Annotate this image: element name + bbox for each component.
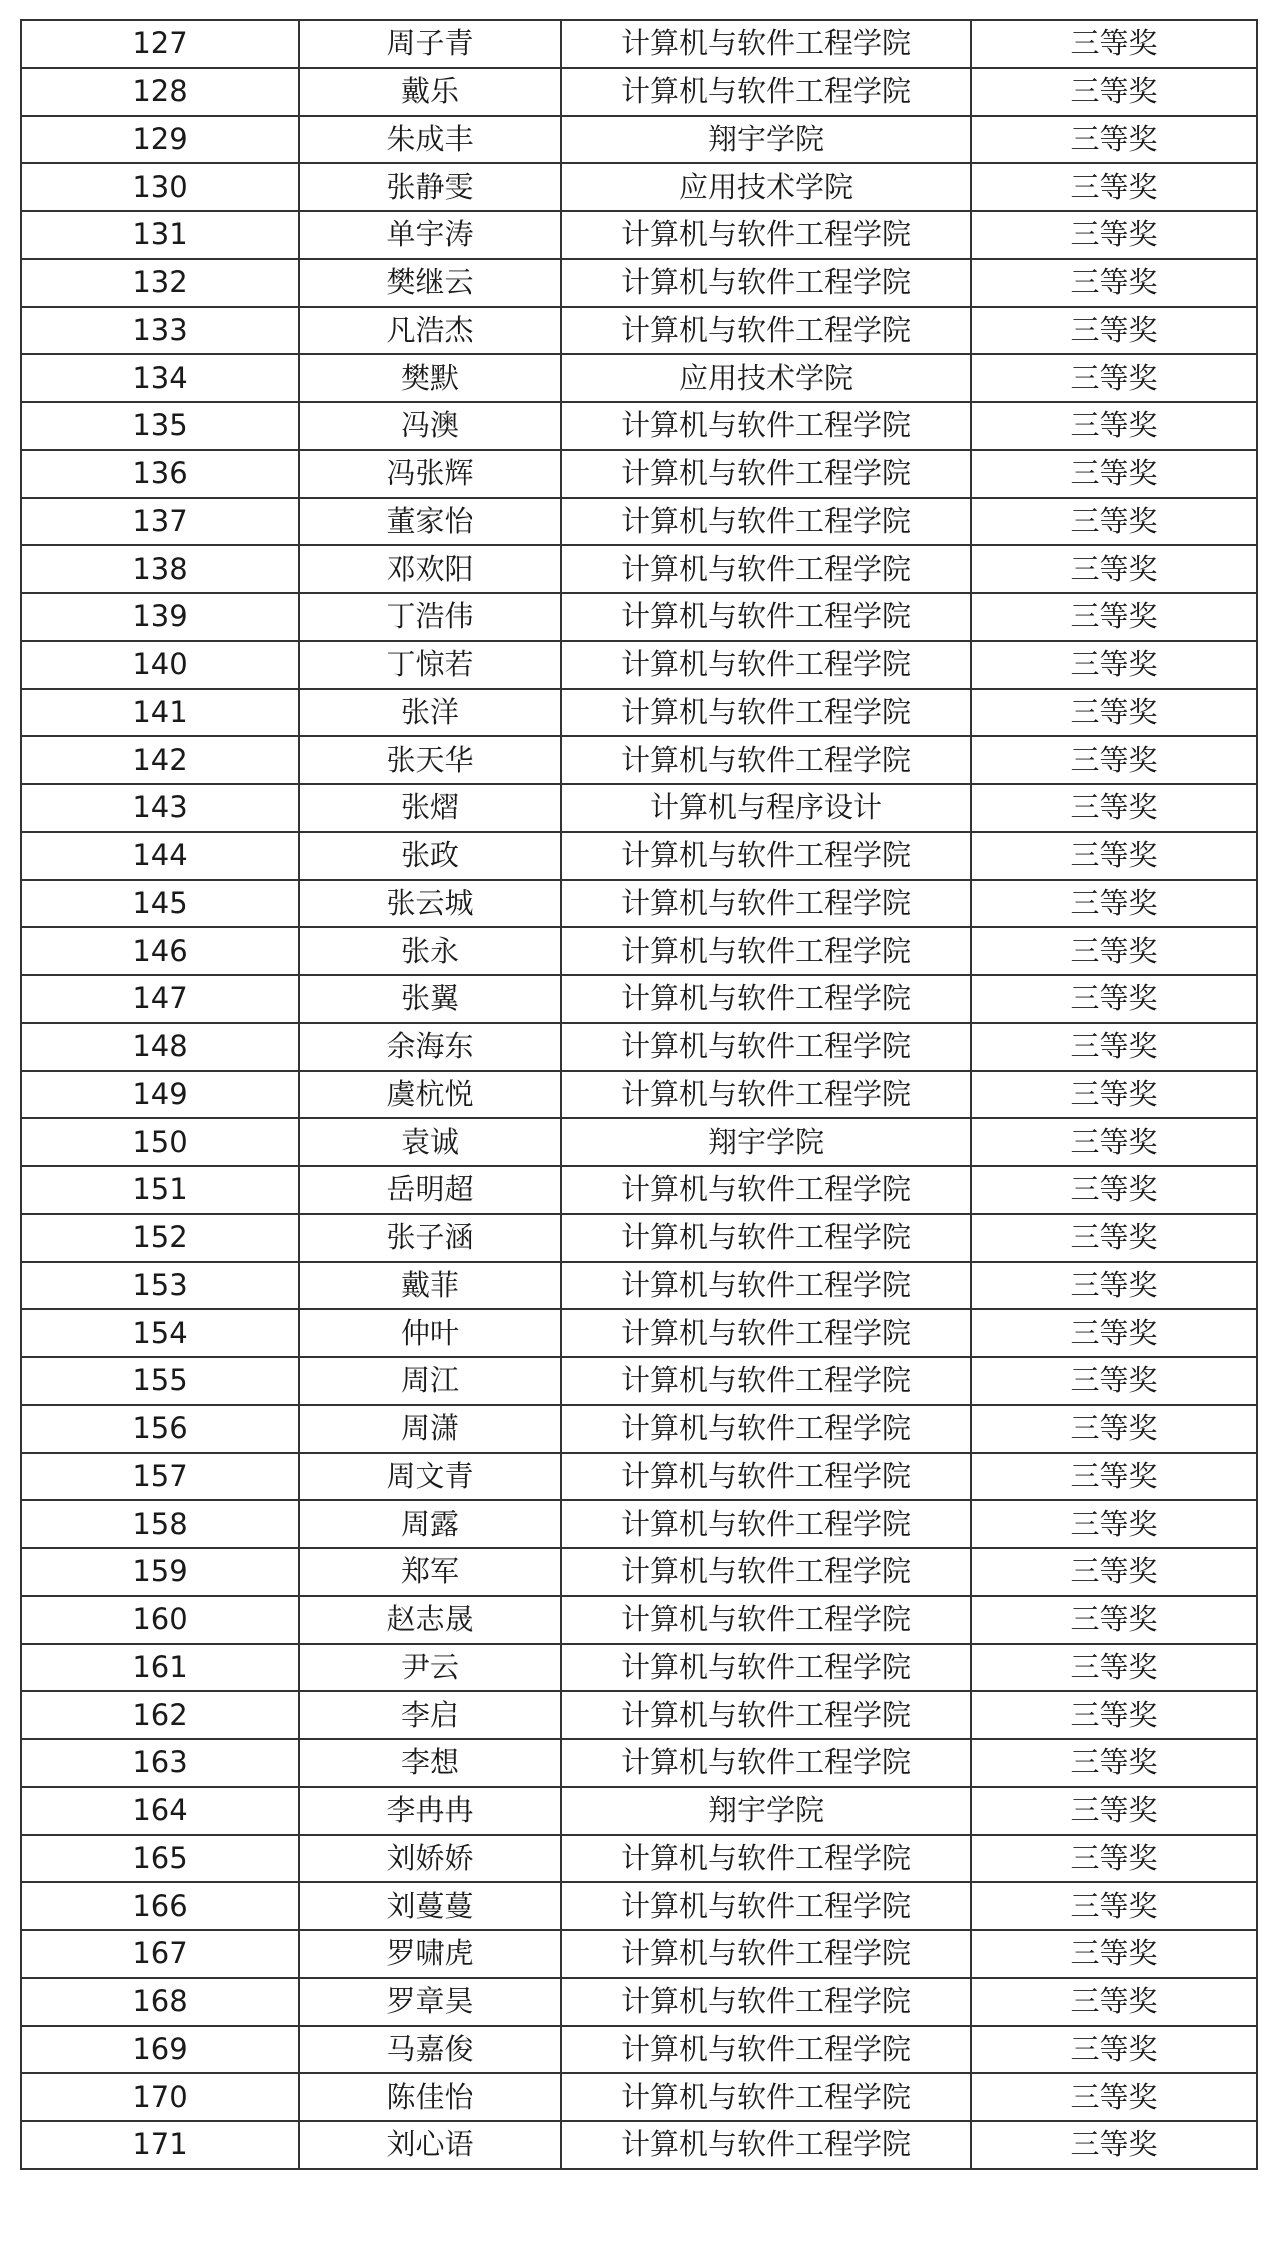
row-number-cell: 161	[21, 1644, 299, 1692]
college-cell: 计算机与软件工程学院	[561, 1500, 971, 1548]
row-number-cell: 140	[21, 641, 299, 689]
row-number-cell: 168	[21, 1978, 299, 2026]
row-number-cell: 157	[21, 1453, 299, 1501]
row-number-cell: 132	[21, 259, 299, 307]
table-row	[21, 211, 1257, 259]
college-cell: 计算机与软件工程学院	[561, 1978, 971, 2026]
table-row	[21, 116, 1257, 164]
table-row	[21, 1405, 1257, 1453]
college-cell: 计算机与软件工程学院	[561, 832, 971, 880]
award-level-cell: 三等奖	[971, 1644, 1257, 1692]
table-row	[21, 307, 1257, 355]
student-name-cell: 余海东	[299, 1023, 561, 1071]
student-name-cell: 罗啸虎	[299, 1930, 561, 1978]
table-row	[21, 1118, 1257, 1166]
award-level-cell: 三等奖	[971, 1453, 1257, 1501]
award-level-cell: 三等奖	[971, 498, 1257, 546]
table-row	[21, 832, 1257, 880]
student-name-cell: 董家怡	[299, 498, 561, 546]
table-row	[21, 1596, 1257, 1644]
student-name-cell: 袁诚	[299, 1118, 561, 1166]
row-number-cell: 133	[21, 307, 299, 355]
row-number-cell: 152	[21, 1214, 299, 1262]
row-number-cell: 144	[21, 832, 299, 880]
college-cell: 计算机与软件工程学院	[561, 1453, 971, 1501]
student-name-cell: 周文青	[299, 1453, 561, 1501]
college-cell: 计算机与软件工程学院	[561, 211, 971, 259]
row-number-cell: 164	[21, 1787, 299, 1835]
student-name-cell: 樊继云	[299, 259, 561, 307]
row-number-cell: 154	[21, 1309, 299, 1357]
row-number-cell: 136	[21, 450, 299, 498]
college-cell: 计算机与软件工程学院	[561, 593, 971, 641]
table-row	[21, 1930, 1257, 1978]
college-cell: 计算机与软件工程学院	[561, 2026, 971, 2074]
table-row	[21, 736, 1257, 784]
student-name-cell: 张洋	[299, 689, 561, 737]
row-number-cell: 139	[21, 593, 299, 641]
row-number-cell: 141	[21, 689, 299, 737]
award-level-cell: 三等奖	[971, 1787, 1257, 1835]
student-name-cell: 戴菲	[299, 1262, 561, 1310]
college-cell: 计算机与软件工程学院	[561, 1548, 971, 1596]
award-level-cell: 三等奖	[971, 163, 1257, 211]
student-name-cell: 李想	[299, 1739, 561, 1787]
award-level-cell: 三等奖	[971, 2073, 1257, 2121]
award-level-cell: 三等奖	[971, 1739, 1257, 1787]
college-cell: 计算机与软件工程学院	[561, 1644, 971, 1692]
student-name-cell: 张天华	[299, 736, 561, 784]
college-cell: 计算机与软件工程学院	[561, 975, 971, 1023]
college-cell: 计算机与软件工程学院	[561, 1739, 971, 1787]
row-number-cell: 151	[21, 1166, 299, 1214]
student-name-cell: 朱成丰	[299, 116, 561, 164]
student-name-cell: 刘蔓蔓	[299, 1882, 561, 1930]
row-number-cell: 149	[21, 1071, 299, 1119]
college-cell: 计算机与软件工程学院	[561, 1357, 971, 1405]
table-row	[21, 402, 1257, 450]
student-name-cell: 丁浩伟	[299, 593, 561, 641]
table-row	[21, 927, 1257, 975]
student-name-cell: 冯张辉	[299, 450, 561, 498]
row-number-cell: 160	[21, 1596, 299, 1644]
row-number-cell: 143	[21, 784, 299, 832]
table-row	[21, 2073, 1257, 2121]
table-row	[21, 784, 1257, 832]
award-level-cell: 三等奖	[971, 1930, 1257, 1978]
table-row	[21, 1453, 1257, 1501]
award-level-cell: 三等奖	[971, 736, 1257, 784]
row-number-cell: 137	[21, 498, 299, 546]
award-level-cell: 三等奖	[971, 927, 1257, 975]
award-level-cell: 三等奖	[971, 1882, 1257, 1930]
college-cell: 计算机与软件工程学院	[561, 545, 971, 593]
row-number-cell: 131	[21, 211, 299, 259]
row-number-cell: 142	[21, 736, 299, 784]
college-cell: 计算机与软件工程学院	[561, 927, 971, 975]
student-name-cell: 丁惊若	[299, 641, 561, 689]
row-number-cell: 169	[21, 2026, 299, 2074]
table-row	[21, 20, 1257, 68]
student-name-cell: 仲叶	[299, 1309, 561, 1357]
table-row	[21, 2026, 1257, 2074]
award-level-cell: 三等奖	[971, 1023, 1257, 1071]
row-number-cell: 170	[21, 2073, 299, 2121]
award-level-cell: 三等奖	[971, 1978, 1257, 2026]
college-cell: 计算机与软件工程学院	[561, 259, 971, 307]
college-cell: 计算机与软件工程学院	[561, 1262, 971, 1310]
award-list-table	[20, 19, 1258, 2170]
student-name-cell: 冯澳	[299, 402, 561, 450]
table-row	[21, 1691, 1257, 1739]
college-cell: 计算机与软件工程学院	[561, 736, 971, 784]
table-row	[21, 975, 1257, 1023]
row-number-cell: 145	[21, 880, 299, 928]
table-row	[21, 1357, 1257, 1405]
college-cell: 计算机与程序设计	[561, 784, 971, 832]
student-name-cell: 赵志晟	[299, 1596, 561, 1644]
student-name-cell: 张子涵	[299, 1214, 561, 1262]
college-cell: 计算机与软件工程学院	[561, 402, 971, 450]
college-cell: 计算机与软件工程学院	[561, 68, 971, 116]
award-level-cell: 三等奖	[971, 1214, 1257, 1262]
college-cell: 计算机与软件工程学院	[561, 450, 971, 498]
award-level-cell: 三等奖	[971, 20, 1257, 68]
college-cell: 计算机与软件工程学院	[561, 1309, 971, 1357]
table-row	[21, 2121, 1257, 2169]
college-cell: 计算机与软件工程学院	[561, 1930, 971, 1978]
student-name-cell: 李冉冉	[299, 1787, 561, 1835]
award-level-cell: 三等奖	[971, 1500, 1257, 1548]
student-name-cell: 马嘉俊	[299, 2026, 561, 2074]
college-cell: 计算机与软件工程学院	[561, 2121, 971, 2169]
table-row	[21, 1023, 1257, 1071]
college-cell: 计算机与软件工程学院	[561, 689, 971, 737]
college-cell: 计算机与软件工程学院	[561, 641, 971, 689]
table-row	[21, 1835, 1257, 1883]
college-cell: 计算机与软件工程学院	[561, 1214, 971, 1262]
table-row	[21, 354, 1257, 402]
award-level-cell: 三等奖	[971, 1357, 1257, 1405]
award-list-body	[21, 20, 1257, 2169]
college-cell: 计算机与软件工程学院	[561, 1835, 971, 1883]
award-level-cell: 三等奖	[971, 1405, 1257, 1453]
student-name-cell: 周江	[299, 1357, 561, 1405]
student-name-cell: 张熠	[299, 784, 561, 832]
table-row	[21, 163, 1257, 211]
row-number-cell: 127	[21, 20, 299, 68]
table-row	[21, 1644, 1257, 1692]
table-row	[21, 641, 1257, 689]
row-number-cell: 153	[21, 1262, 299, 1310]
student-name-cell: 岳明超	[299, 1166, 561, 1214]
row-number-cell: 158	[21, 1500, 299, 1548]
row-number-cell: 163	[21, 1739, 299, 1787]
table-row	[21, 1978, 1257, 2026]
row-number-cell: 156	[21, 1405, 299, 1453]
college-cell: 计算机与软件工程学院	[561, 880, 971, 928]
table-row	[21, 1214, 1257, 1262]
college-cell: 计算机与软件工程学院	[561, 1691, 971, 1739]
award-level-cell: 三等奖	[971, 116, 1257, 164]
table-row	[21, 1166, 1257, 1214]
award-level-cell: 三等奖	[971, 307, 1257, 355]
award-level-cell: 三等奖	[971, 880, 1257, 928]
award-level-cell: 三等奖	[971, 975, 1257, 1023]
student-name-cell: 单宇涛	[299, 211, 561, 259]
row-number-cell: 135	[21, 402, 299, 450]
table-row	[21, 1071, 1257, 1119]
award-level-cell: 三等奖	[971, 832, 1257, 880]
college-cell: 计算机与软件工程学院	[561, 2073, 971, 2121]
student-name-cell: 罗章昊	[299, 1978, 561, 2026]
row-number-cell: 162	[21, 1691, 299, 1739]
table-row	[21, 1500, 1257, 1548]
student-name-cell: 周露	[299, 1500, 561, 1548]
college-cell: 翔宇学院	[561, 1787, 971, 1835]
college-cell: 计算机与软件工程学院	[561, 1166, 971, 1214]
student-name-cell: 李启	[299, 1691, 561, 1739]
award-level-cell: 三等奖	[971, 1262, 1257, 1310]
award-level-cell: 三等奖	[971, 68, 1257, 116]
student-name-cell: 张政	[299, 832, 561, 880]
student-name-cell: 张翼	[299, 975, 561, 1023]
row-number-cell: 130	[21, 163, 299, 211]
award-level-cell: 三等奖	[971, 1118, 1257, 1166]
table-row	[21, 593, 1257, 641]
award-level-cell: 三等奖	[971, 689, 1257, 737]
student-name-cell: 郑军	[299, 1548, 561, 1596]
student-name-cell: 周子青	[299, 20, 561, 68]
college-cell: 计算机与软件工程学院	[561, 307, 971, 355]
college-cell: 翔宇学院	[561, 116, 971, 164]
table-row	[21, 498, 1257, 546]
student-name-cell: 邓欢阳	[299, 545, 561, 593]
row-number-cell: 150	[21, 1118, 299, 1166]
table-row	[21, 68, 1257, 116]
award-level-cell: 三等奖	[971, 545, 1257, 593]
student-name-cell: 凡浩杰	[299, 307, 561, 355]
row-number-cell: 146	[21, 927, 299, 975]
table-row	[21, 259, 1257, 307]
award-level-cell: 三等奖	[971, 211, 1257, 259]
award-level-cell: 三等奖	[971, 1166, 1257, 1214]
award-level-cell: 三等奖	[971, 593, 1257, 641]
row-number-cell: 128	[21, 68, 299, 116]
college-cell: 翔宇学院	[561, 1118, 971, 1166]
table-row	[21, 545, 1257, 593]
table-row	[21, 1309, 1257, 1357]
row-number-cell: 148	[21, 1023, 299, 1071]
award-level-cell: 三等奖	[971, 2121, 1257, 2169]
college-cell: 应用技术学院	[561, 354, 971, 402]
award-level-cell: 三等奖	[971, 402, 1257, 450]
award-level-cell: 三等奖	[971, 1548, 1257, 1596]
table-row	[21, 1548, 1257, 1596]
college-cell: 计算机与软件工程学院	[561, 498, 971, 546]
award-level-cell: 三等奖	[971, 2026, 1257, 2074]
student-name-cell: 张永	[299, 927, 561, 975]
row-number-cell: 134	[21, 354, 299, 402]
table-row	[21, 880, 1257, 928]
student-name-cell: 张云城	[299, 880, 561, 928]
award-level-cell: 三等奖	[971, 1071, 1257, 1119]
award-level-cell: 三等奖	[971, 450, 1257, 498]
award-level-cell: 三等奖	[971, 1596, 1257, 1644]
award-level-cell: 三等奖	[971, 784, 1257, 832]
student-name-cell: 戴乐	[299, 68, 561, 116]
row-number-cell: 129	[21, 116, 299, 164]
student-name-cell: 周潇	[299, 1405, 561, 1453]
table-row	[21, 1882, 1257, 1930]
award-level-cell: 三等奖	[971, 1309, 1257, 1357]
table-row	[21, 1739, 1257, 1787]
student-name-cell: 尹云	[299, 1644, 561, 1692]
student-name-cell: 刘娇娇	[299, 1835, 561, 1883]
row-number-cell: 167	[21, 1930, 299, 1978]
award-level-cell: 三等奖	[971, 259, 1257, 307]
table-row	[21, 1787, 1257, 1835]
table-row	[21, 450, 1257, 498]
row-number-cell: 155	[21, 1357, 299, 1405]
college-cell: 计算机与软件工程学院	[561, 1405, 971, 1453]
student-name-cell: 樊默	[299, 354, 561, 402]
row-number-cell: 166	[21, 1882, 299, 1930]
college-cell: 计算机与软件工程学院	[561, 1882, 971, 1930]
award-level-cell: 三等奖	[971, 354, 1257, 402]
student-name-cell: 虞杭悦	[299, 1071, 561, 1119]
college-cell: 计算机与软件工程学院	[561, 20, 971, 68]
row-number-cell: 159	[21, 1548, 299, 1596]
college-cell: 计算机与软件工程学院	[561, 1071, 971, 1119]
table-row	[21, 689, 1257, 737]
college-cell: 计算机与软件工程学院	[561, 1023, 971, 1071]
row-number-cell: 171	[21, 2121, 299, 2169]
award-level-cell: 三等奖	[971, 641, 1257, 689]
row-number-cell: 165	[21, 1835, 299, 1883]
award-level-cell: 三等奖	[971, 1691, 1257, 1739]
student-name-cell: 张静雯	[299, 163, 561, 211]
student-name-cell: 陈佳怡	[299, 2073, 561, 2121]
college-cell: 应用技术学院	[561, 163, 971, 211]
row-number-cell: 138	[21, 545, 299, 593]
student-name-cell: 刘心语	[299, 2121, 561, 2169]
award-level-cell: 三等奖	[971, 1835, 1257, 1883]
row-number-cell: 147	[21, 975, 299, 1023]
college-cell: 计算机与软件工程学院	[561, 1596, 971, 1644]
table-row	[21, 1262, 1257, 1310]
